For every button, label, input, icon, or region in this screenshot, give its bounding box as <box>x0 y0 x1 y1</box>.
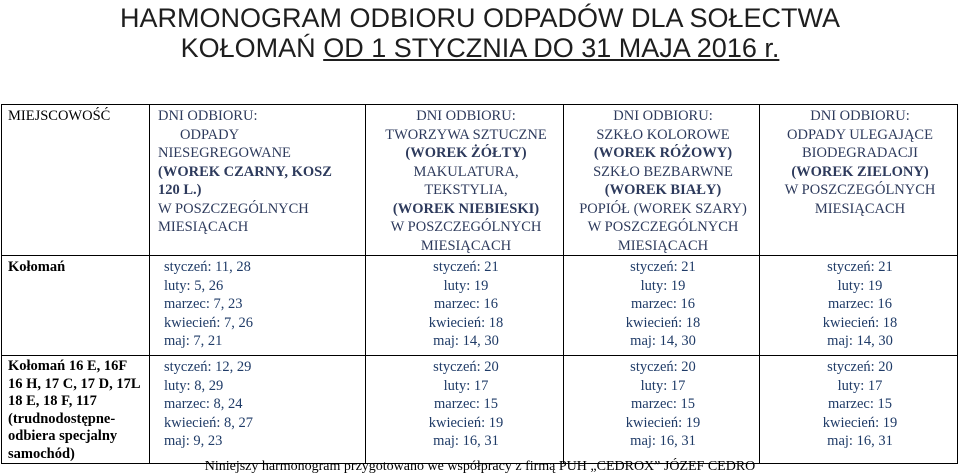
schedule-table <box>1 104 958 464</box>
date-entry: maj: 7, 21 <box>164 333 223 349</box>
row-dates-col4 <box>760 356 958 464</box>
row-dates-col2 <box>366 256 564 356</box>
header-col2-line: (WOREK ŻÓŁTY) <box>405 145 527 161</box>
date-entry: luty: 19 <box>640 277 686 294</box>
row-dates-col1 <box>150 356 366 464</box>
header-col1-line: (WOREK CZARNY, KOSZ <box>158 163 332 180</box>
table-row <box>2 256 958 356</box>
row-dates-col2 <box>366 356 564 464</box>
row-location-line: Kołomań 16 E, 16F <box>8 358 128 374</box>
date-entry: kwiecień: 18 <box>822 314 898 331</box>
header-col3-line: POPIÓŁ (WOREK SZARY) <box>579 200 747 217</box>
date-entry: marzec: 15 <box>827 396 892 412</box>
title-village: KOŁOMAŃ <box>180 33 316 63</box>
header-col1-line: MIESIĄCACH <box>158 219 249 235</box>
row-location-line: 18 E, 18 F, 117 <box>8 393 97 409</box>
date-entry: maj: 14, 30 <box>630 333 696 349</box>
date-entry: luty: 8, 29 <box>164 377 224 394</box>
header-col3-line: SZKŁO BEZBARWNE <box>593 163 733 180</box>
row-location <box>2 256 150 356</box>
header-col2-line: W POSZCZEGÓLNYCH <box>390 219 542 235</box>
header-col3 <box>564 105 760 256</box>
header-location <box>2 105 150 256</box>
header-col1-line: W POSZCZEGÓLNYCH <box>158 200 309 217</box>
date-entry: marzec: 8, 24 <box>164 396 243 412</box>
date-entry: marzec: 15 <box>630 396 695 412</box>
row-dates-col3 <box>564 356 760 464</box>
date-entry: styczeń: 20 <box>630 359 696 375</box>
header-col4-line: (WOREK ZIELONY) <box>791 163 929 180</box>
row-location-line: (trudnodostępne- <box>8 410 116 427</box>
row-dates-col3 <box>564 256 760 356</box>
document-title-line2 <box>0 33 960 63</box>
header-col3-line: (WOREK RÓŻOWY) <box>593 145 733 161</box>
date-entry: luty: 19 <box>443 277 489 294</box>
row-location <box>2 356 150 464</box>
header-col2-line: TWORZYWA SZTUCZNE <box>385 126 547 143</box>
date-entry: marzec: 7, 23 <box>164 296 243 312</box>
document-title-line1: HARMONOGRAM ODBIORU ODPADÓW DLA SOŁECTWA <box>119 3 841 33</box>
date-entry: maj: 14, 30 <box>827 333 893 349</box>
date-entry: styczeń: 20 <box>827 359 893 375</box>
date-entry: maj: 14, 30 <box>433 333 499 349</box>
header-col2-line: TEKSTYLIA, <box>424 182 508 198</box>
footer-note: Niniejszy harmonogram przygotowano we współpracy z firmą PUH „CEDROX” JÓZEF CEDRO <box>204 459 756 474</box>
header-col2-line: MIESIĄCACH <box>420 237 512 254</box>
title-period: OD 1 STYCZNIA DO 31 MAJA 2016 r. <box>323 33 780 63</box>
header-col4-line: BIODEGRADACJI <box>802 145 918 161</box>
row-location-line: samochód) <box>8 445 75 462</box>
date-entry: marzec: 16 <box>433 296 498 312</box>
date-entry: styczeń: 12, 29 <box>164 359 252 375</box>
date-entry: marzec: 15 <box>433 396 498 412</box>
row-location-line: 16 H, 17 C, 17 D, 17L <box>8 375 141 392</box>
date-entry: kwiecień: 18 <box>625 314 701 331</box>
date-entry: kwiecień: 18 <box>428 314 504 331</box>
date-entry: kwiecień: 19 <box>822 414 898 431</box>
header-col3-line: W POSZCZEGÓLNYCH <box>587 219 739 235</box>
date-entry: luty: 17 <box>443 377 489 394</box>
date-entry: maj: 16, 31 <box>827 433 893 449</box>
date-entry: maj: 9, 23 <box>164 433 223 449</box>
header-col3-line: DNI ODBIORU: <box>613 108 713 124</box>
row-location-label: Kołomań <box>8 259 66 275</box>
row-dates-col1 <box>150 256 366 356</box>
header-col2-line: MAKULATURA, <box>413 163 519 180</box>
date-entry: styczeń: 21 <box>827 259 893 275</box>
date-entry: luty: 17 <box>640 377 686 394</box>
header-col1-line: DNI ODBIORU: <box>158 108 258 124</box>
date-entry: luty: 5, 26 <box>164 277 224 294</box>
date-entry: maj: 16, 31 <box>433 433 499 449</box>
table-row <box>2 356 958 464</box>
header-col4-line: ODPADY ULEGAJĄCE <box>787 126 933 143</box>
header-col3-line: MIESIĄCACH <box>617 237 709 254</box>
table-header-row <box>2 105 958 256</box>
date-entry: marzec: 16 <box>827 296 892 312</box>
date-entry: styczeń: 21 <box>433 259 499 275</box>
date-entry: styczeń: 11, 28 <box>164 259 251 275</box>
date-entry: luty: 19 <box>837 277 883 294</box>
header-col1-line: ODPADY <box>180 126 240 143</box>
row-dates-col4 <box>760 256 958 356</box>
header-col3-line: (WOREK BIAŁY) <box>604 182 722 198</box>
date-entry: styczeń: 20 <box>433 359 499 375</box>
header-col1-line: 120 L.) <box>158 182 202 198</box>
date-entry: kwiecień: 7, 26 <box>164 314 253 331</box>
header-col4-line: W POSZCZEGÓLNYCH <box>784 182 936 198</box>
header-col4-line: DNI ODBIORU: <box>810 108 910 124</box>
header-col4 <box>760 105 958 256</box>
date-entry: luty: 17 <box>837 377 883 394</box>
date-entry: styczeń: 21 <box>630 259 696 275</box>
header-location-label: MIEJSCOWOŚĆ <box>8 108 111 124</box>
date-entry: kwiecień: 8, 27 <box>164 414 253 431</box>
date-entry: kwiecień: 19 <box>428 414 504 431</box>
date-entry: kwiecień: 19 <box>625 414 701 431</box>
header-col2 <box>366 105 564 256</box>
header-col2-line: DNI ODBIORU: <box>416 108 516 124</box>
header-col2-line: (WOREK NIEBIESKI) <box>392 200 540 217</box>
row-location-line: odbiera specjalny <box>8 428 118 444</box>
header-col4-line: MIESIĄCACH <box>814 200 906 217</box>
date-entry: maj: 16, 31 <box>630 433 696 449</box>
header-col1-line: NIESEGREGOWANE <box>158 145 291 161</box>
header-col1 <box>150 105 366 256</box>
header-col3-line: SZKŁO KOLOROWE <box>596 126 730 143</box>
date-entry: marzec: 16 <box>630 296 695 312</box>
